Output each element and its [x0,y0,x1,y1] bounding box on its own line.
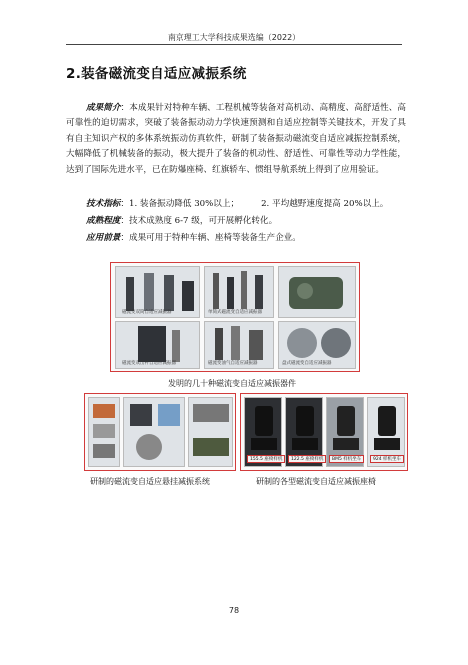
suspension-photo-left [88,397,120,467]
caption-bottom-right: 研制的各型磁流变自适应减振座椅 [256,477,376,486]
damper-photo-1-label: 磁流变双筒自适应减振器 [122,310,172,315]
maturity-label: 成熟程度 [86,216,121,226]
tech-item-2: 2. 平均越野速度提高 20%以上。 [261,199,389,209]
application-line [86,231,301,243]
damper-photo-4-label: 磁流变双出杆自适应减振器 [122,361,176,366]
damper-photo-3 [278,266,356,318]
application-label: 应用前景 [86,233,121,243]
damper-photo-4 [115,321,200,369]
summary-text: ：本成果针对特种车辆、工程机械等装备对高机动、高精度、高舒适性、高可靠性的迫切需求，突破了装备振动动力学快速预测和自适应控制等关键技术，开发了具有自主知识产权的多体系统振动仿真软件，研制了装备振动磁流变自适应减振控制系统，大幅降低了机械装备的振动，极大提升了装备的机动性、舒适性、可靠性等动力学性能，达到了国际先进水平，已在防爆座椅、红旗轿车、惯组导航系统上得到了应用验证。 [66,103,406,175]
suspension-system-figure [84,393,236,471]
tech-label: 技术指标 [86,199,121,209]
page-number: 78 [228,606,240,615]
seat-photo-3 [326,397,364,467]
seat-photo-2 [285,397,323,467]
tech-item-1: ：1. 装备振动降低 30%以上； [120,199,240,209]
tech-indicators [86,197,388,209]
summary-paragraph [66,101,406,178]
damper-devices-figure [110,262,360,372]
seat-figure [240,393,408,471]
caption-top: 发明的几十种磁流变自适应减振器件 [168,379,296,388]
tank-photo [188,397,233,467]
maturity-line [86,214,277,226]
damper-photo-2 [204,266,274,318]
damper-photo-6 [278,321,356,369]
seat-label-2: 122.5 座椅样机 [288,455,326,463]
maturity-text: ：技术成熟度 6-7 级，可开展孵化转化。 [120,216,278,226]
damper-photo-6-label: 盘式磁流变自适应减振器 [282,361,332,366]
seat-photo-1 [244,397,282,467]
page-header-title: 南京理工大学科技成果选编（2022） [167,33,301,42]
section-title: 2.装备磁流变自适应减振系统 [66,66,247,82]
caption-bottom-left: 研制的磁流变自适应悬挂减振系统 [90,477,210,486]
application-text: ：成果可用于特种车辆、座椅等装备生产企业。 [120,233,301,243]
damper-photo-2-label: 单筒式磁流变自适应减振器 [208,310,262,315]
seat-label-1: 155.5 座椅样机 [247,455,285,463]
damper-photo-5 [204,321,274,369]
seat-label-4: 924 样机坐车 [370,455,404,463]
suspension-diagram [123,397,185,467]
header-divider [66,44,402,45]
seat-photo-4 [367,397,405,467]
summary-label: 成果简介 [86,103,121,113]
seat-label-3: BM5 样机坐车 [329,455,364,463]
damper-photo-1 [115,266,200,318]
damper-photo-5-label: 磁流变油气自适应减振器 [208,361,258,366]
